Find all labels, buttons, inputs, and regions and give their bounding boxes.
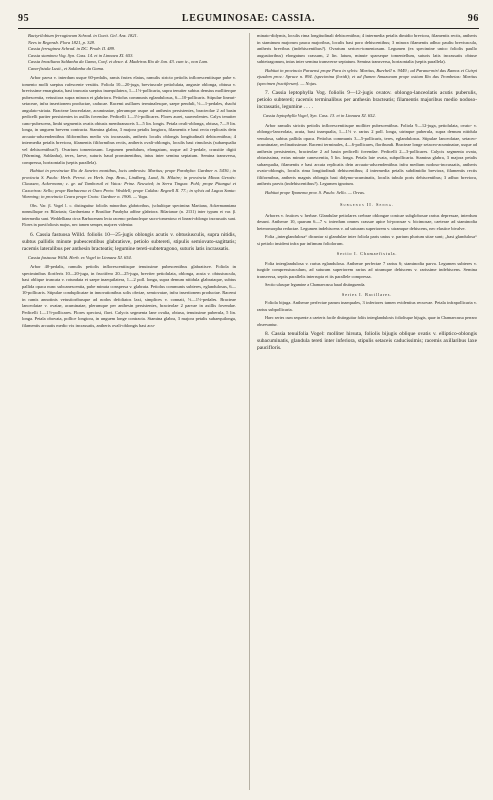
subgenus-note: Folia „interglandulosa“ dicuntur si glandulae inter foliola paris unius v. parium plurium sitae sunt; „basi glandulosa“ si petiolo insident infra par infimum foliolorum.: [257, 234, 477, 246]
species-6-heading: 6. Cassia fastuosa Willd. foliolis 10—25-jugis oblongis acutis v. obtusiusculis, supra nitidis, subtus pallidis minute pubescentibus glabratisve, petiolo subtereti, stipulis semiovato-sagittatis; racemis lateralibus per anthesin bracteatis; legumine tereti-subtetragono, suturis latis incrassatis.: [22, 231, 236, 252]
continued-description: minato-didymis, loculis rima longitudinali dehiscentibus; 4 intermedia petalis dimidio breviora, filamentis rectis, antheris in staminum majorum pauca majoribus, loculis basi poro dehiscentibus; 3 minora filamentis adhuc pauliu breviuscula, antheris brevibus (indehiscentibus?). Ovarium sericeo-tomentosum. Legumen (ex specimine unico foliolis paullo augustioribus) elongatum crassum, 2 lin. latum, minute sparseque tomentellum, suturis latis incrassatis obtuse subtetragonum, intus inter semina transverse septatum. Semina transversa, horizontalia (septis parallela).: [257, 33, 477, 64]
species-description: Arbor 40-pedalis, ramulis petiolis inflorescentiisque tenuissime pubescentibus glabratisve. Foliola in speciminibus floriferis 10—20-juga, in fructifero 20—25-juga, breviter petiolulata, oblonga, acuta v. obtusiuscula, basi oblique truncata v. rotundata et saepe inaequilatera, 1—2 poll. longa, supra demum nitidula glabrataque, subtus pallida opaca nunc subcanescentia, pube minuta conspersa v. glabrata. Petiolus communis subteres, eglandulosus, 6—10-pollicaris. Stipulae conduplicatae in innovationibus solis obviae, semiovatae, infra insertionem productae. Racemi in ramis annotinis vetustioribusque ad nodos defoliatos laxi, simplices v. connati, ½—1½-pedales. Bracteae lanceolatae v. ovatae, acuminatae, plerumque per anthesin persistentes, bracteolae 2 parvae in axillis fovendae. Pedicelli 1—1½-pollicares. Flores speciosi, flavi. Calycis segmenta lane ovalia, obtusa, tenuissime puberula, 5 lin. longa. Petala obovata, pollice longiora, in unguem longe contracta. Stamina glabra, 3 majora petalis subaequilonga, filamentis arcuatis medio vix incrassatis, antheris ovali-oblongis basi acu-: [22, 264, 236, 328]
section-note: Sectio ulusque legumine a Chamaecassa haud distinguenda.: [265, 282, 366, 287]
right-column: [257, 33, 477, 790]
section-description: Folia interglandulosa v. rarius eglandulosa. Antherae perfectae 7 rarius 6; staminodia parva. Legumen subteres v. turgide compressiusculum, ad suturam superiorem rarius ad utramque dehiscens v. rarissime indehiscens. Semina transversa, septis parallelis interrupta et iis parallele compressa.: [257, 260, 477, 279]
left-column: [22, 33, 236, 790]
column-divider: [249, 33, 250, 790]
synonym-line: Nees in Regensb. Flora 1821, p. 328.: [28, 39, 95, 45]
species-7-heading: 7. Cassia leptophylla Vog. foliolis 9—12-jugis ovatov. oblongo-lanceolatis acutis puberulis, petiolo subtereti; racemis terminalibus per anthesin bracteatis; filamentis majoribus medio nodoso-incrassatis, legumine . . . .: [257, 90, 477, 110]
subgenus-heading: Subgenus II. Senna.: [339, 202, 394, 207]
synonym-line: Cassia brasiliana Saldanha da Gama, Conf. et descr. d. Madeiras Rio de Jan. 43. cum ic., non Lam.: [28, 59, 209, 64]
species-description: Arbor ramulis strictis petiolis inflorescentiisque molliter pubescentibus. Foliola 9—12-juga, petiolulata, ovato- v. oblongo-lanceolata, acuta, basi inaequalia, 1—1½ v. rarius 2 poll. longa, utrinque puberula, supra demum nitidula venulosa, subtus pallida opaca. Petiolus communis 3—5-pollicaris, teres, eglandulosus. Stipulae lanceolatae, setaceo-acuminatae, reclinatissimae. Racemi terminales, 4—6-pollicares, floribundi. Bracteae longe setaceo-acuminatae, usque ad anthesin persistentes, bracteolae 2 ad basin pedicelli fovendae. Pedicelli 2—3-pollicares. Calycis segmenta ovata, obtusissima, extus minute canescentia, 5 lin. longa. Petala late ovata, subpollicaria. Stamina glabra, 3 majora petalis subaequalia, filamentis e basi arcata replicatis dein arcuato-adscendentibus infra medium nodoso-incrassatis, antheris ovato-oblongis, loculis rima longitudinali dehiscentibus; 4 intermedia petalis subdimidio breviora, filamentis rectis filiformibus, antheris magnis oblongis basi didymo-acuminatis, loculis tubulo poris dehiscentibus; 3 adhuc breviora, antheris parvis (indehiscentibus?). Legumen ignotum.: [257, 122, 477, 186]
species-description: Arbor parva v. interdum usque 60-pedalis, ramis frutex elatus, ramulis stricto petiolis inflorescentiisque pube v. tomento molli saepius rufescente vestitis. Foliola 10—20-juga, breviuscule petiolulata, anguste oblonga, obtusa v. brevissime emarginata, basi truncata saepius inaequilatera, 1—1½-pollicaria, supra tenuiter subtus densius molliterque pubescentia, vetustiora supra minora et glabriora. Petiolus communis eglandulosus, 6—10-pollicaris. Stipulae lineari-setaceae, infra insertionem productae, caducae. Racemi axillares terminalesque, saepe penduli, ½—1-pedales, rhachi angulato-striata. Bracteae lanceolatae, acuminatae, plerumque usque ad anthesin persistentes, bracteolae 2 ad basin pedicelli pariter persistentes in axillis fovendae. Pedicelli 1—1½-pollicares. Flores aurei, suaveolentes. Calyx tenuiter cano-pubescens, limbi segmentis ovatis obtusis membranaceis 3—5 lin. longis. Petala ovali-oblonga, obtusa, 7—9 lin. longa, in unguem brevem contracta. Stamina glabra, 3 majora petalis longiora, filamentis e basi recta replicatis dein arcuato-adscendentibus filiformibus medio vix incrassatis, antheris localis oblongis longitudinali dehiscentibus; 4 intermedia petalis breviora, filamentis filiformibus rectis, antheris ovali-oblongis, loculis basi rimulosis (subaequalia vel dehiscentibus?). Ovarium tomentosum. Legumen pendulum, elongatum, usque ad 2-pedale, crassitie digiti (Warming, Saldanha), teres, laeve, suturis haud prominentibus, intus inter semina septatum. Semina transversa, compressa, horizontalia (septis parallela).: [22, 75, 236, 165]
series-heading: Series I. Bacillares.: [341, 291, 393, 297]
subgenus-description: Arbores v. frutices v. herbae. Glandulae petiolares crebrae oblongae conicae subglobosae rarius depressae, interdum desunt. Antherae 10, quarum 6—7 v. interdum omnes crassae apice bi-porosae v. bicimosae, caeterae ad staminodia heteromorpha redactae. Legumen indehiscens v. ad suturam superiorem v. utramque dehiscens, nec elastice bivalve.: [257, 212, 477, 231]
page-number-left: 95: [18, 13, 30, 24]
section-heading: Sectio I. Chamaefistula.: [336, 251, 398, 256]
synonym-line: Cana-fistula Lusit., et Saldanha da Gama.: [28, 65, 105, 71]
habitat-paragraph: Habitat in provinciae Rio de Janeiro montibus, locis umbrosis: Martius; prope Parahyba: Gardner n. 5430.; in provincia S. Paulo: Herb. Perrot. ex Herb. Imp. Bras., Lindberg, Lund, St. Hilaire; in provincia Minas Geraës: Claussen, Ackermann; c. gr. ad Tamboruil et Vatos: Prinz. Neuwied; in Serra Tingua: Pohl; prope Pitangui et Caxoeiras: Sello; prope Barbacena et Ouro Preto: Weddell; prope Caldas: Regnell II. 77.; in sylvis ad Lagoa Santa: Warming; in provincia Ceara prope Crato: Gardner n. 1906. — Vaga.: [22, 168, 236, 199]
series-note: Haec series cum sequente a caeteris facile distinguitur foliis interglandulosis foliolisque bijugis, quae in Chamaecassa perraro observantur.: [257, 315, 477, 327]
synonym-line: Cassia stamineu Vog. Syn. Cass. 14. et in Linnaea XI. 653.: [28, 52, 134, 58]
series-description: Foliola bijuga. Antherae perfectae parum inaequales, 3 inferiores tamen evidentius recurvae. Petala infrapollicaria v. rarius subpollicaria.: [257, 300, 477, 312]
synonym-line: Cassia leptophylla Vogel, Syn. Cass. 13. et in Linnaea XI. 652.: [263, 113, 376, 118]
running-header: [18, 13, 479, 27]
habitat-paragraph: Habitat in provincia Paraensi prope Para in sylvis: Martius, Burchell n. 9449.; ad Parana-mirí das Ramos et Cuirpi ejusdem prov.: Spruce n. 894. (specimina floridi); et ad flumen Amazonum prope ostium Rio das Trombetas: Martius (specimen fructiferum). — Nojas.: [257, 67, 477, 86]
synonym-line: Bactyrilobium ferrugineum Schrad. in Goett. Gel. Anz. 1821.: [28, 33, 138, 38]
header-rule: [18, 28, 479, 29]
synonym-line: Cassia fastuosa Willd. Herb. ex Vogel in Linnaea XI. 654.: [28, 254, 132, 260]
species-8-heading: 8. Cassia tenuifolia Vogel: molliter hirsuta, foliolis bijugis oblique ovatis v. elliptico-oblongis subacuminatis, glandula tereti inter inferiora, stipulis setaceis caducissimis; racemis axillaribus laxe pauciflorís.: [257, 331, 477, 351]
running-title: LEGUMINOSAE: CASSIA.: [181, 13, 316, 24]
habitat-paragraph: Habitat prope Ypanema prov. S. Paulo: Sello. — Oreas.: [265, 189, 365, 195]
page-number-right: 96: [467, 13, 479, 24]
observation-paragraph: Obs. Var. β. Vogel l. c. distinguitur foliolis minoribus glabrioribus, (schultique specimina Martiana, Ackermanniana nonnullaque ex Bilariasis; Gardneriana e Brasiliae Parahyba adfine glabriora. Bilarianae (n. 2131) inter typum et var. β. intermedia sunt. Weddelliana circa Barbacenam lecta racemo peduncleque sacro-tomentoso et lineari-oblongo incrassatis sunt. Flores in parvifoliosis majus, nec tamen semper, majores videntur.: [22, 202, 236, 227]
synonym-line: Cassia ferruginea Schrad. in DC. Prodr. II. 489.: [28, 46, 116, 51]
